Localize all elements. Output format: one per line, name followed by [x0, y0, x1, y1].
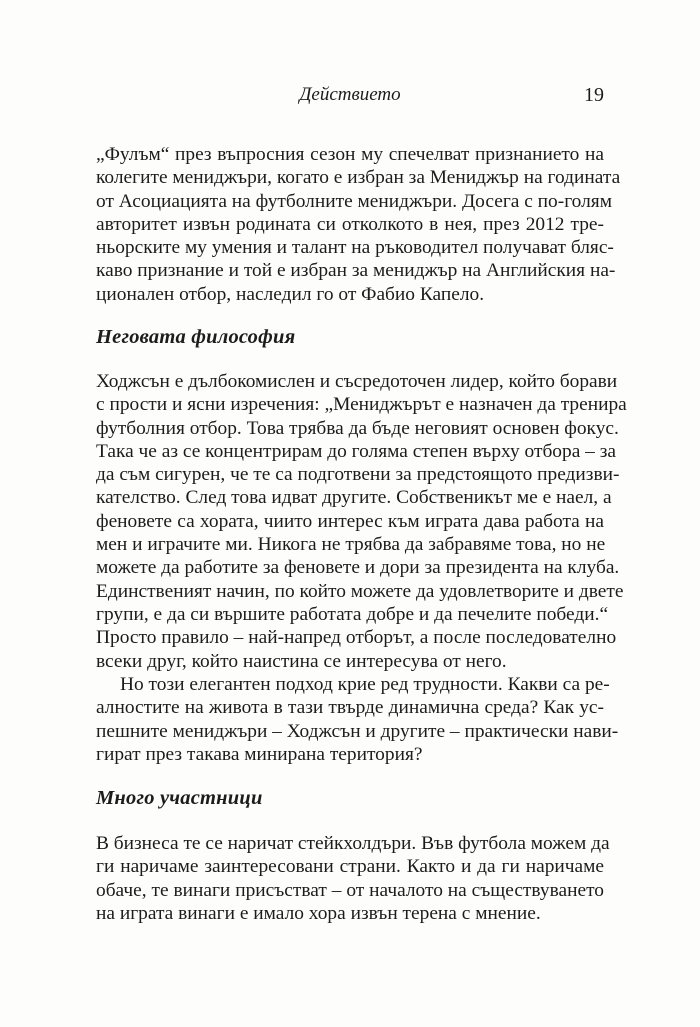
text-line: Просто правило – най-напред отборът, а после последователно	[96, 627, 617, 649]
text-line: групи, е да си вършите работата добре и да печелите победи.“	[96, 603, 609, 625]
text-line: ги наричаме заинтересовани страни. Както и да ги наричаме	[96, 856, 604, 878]
text-line: Ходжсън е дълбокомислен и съсредоточен лидер, който борави	[96, 371, 618, 392]
text-line: с прости и ясни изречения: „Мениджърът е назначен да тренира	[96, 394, 627, 416]
paragraph-stakeholders	[96, 832, 610, 925]
text-line: гират през такава минирана територия?	[96, 743, 423, 765]
paragraph-philosophy	[96, 370, 627, 673]
text-line: каво признание и той е избран за мениджър на Английския на-	[96, 260, 616, 282]
page-number: 19	[584, 84, 604, 106]
text-line: алностите на живота в тази твърде динамична среда? Как ус-	[96, 697, 604, 719]
paragraph-difficulties	[96, 673, 619, 766]
text-line: ньорските му умения и талант на ръководител получават бляс-	[96, 237, 614, 259]
text-line: да съм сигурен, че те са подготвени за предстоящото предизви-	[96, 464, 620, 486]
text-line: колегите мениджъри, когато е избран за Мениджър на годината	[96, 167, 621, 189]
paragraph-intro	[96, 143, 621, 306]
text-line: феновете са хората, чиито интерес към играта дава работа на	[96, 510, 604, 532]
text-line: Така че аз се концентрирам до голяма степен върху отбора – за	[96, 440, 616, 462]
text-line: „Фулъм“ през въпросния сезон му спечелват признанието на	[96, 144, 604, 165]
text-line: Но този елегантен подход крие ред трудности. Какви са ре-	[120, 674, 610, 695]
text-line: пешните мениджъри – Ходжсън и другите – практически нави-	[96, 720, 619, 742]
text-line: авторитет извън родината си отколкото в нея, през 2012 тре-	[96, 213, 604, 235]
text-line: обаче, те винаги присъстват – от началото на съществуването	[96, 879, 604, 901]
section-heading-philosophy: Неговата философия	[96, 326, 296, 348]
text-line: мен и играчите ми. Никога не трябва да забравяме това, но не	[96, 534, 606, 556]
text-line: от Асоциацията на футболните мениджъри. Досега с по-голям	[96, 190, 612, 212]
section-heading-participants: Много участници	[96, 787, 263, 809]
text-line: футболния отбор. Това трябва да бъде неговият основен фокус.	[96, 417, 619, 439]
running-head	[96, 84, 604, 110]
text-line: ционален отбор, наследил го от Фабио Капело.	[96, 283, 485, 305]
text-line: можете да работите за феновете и дори за президента на клуба.	[96, 557, 620, 579]
text-line: всеки друг, който наистина се интересува от него.	[96, 650, 507, 672]
text-line: на играта винаги е имало хора извън терена с мнение.	[96, 902, 541, 924]
text-line: Единственият начин, по който можете да удовлетворите и двете	[96, 580, 624, 602]
text-line: В бизнеса те се наричат стейкхолдъри. Във футбола можем да	[96, 833, 610, 854]
running-title: Действието	[299, 84, 401, 105]
text-line: кателство. След това идват другите. Собственикът ме е наел, а	[96, 487, 612, 509]
